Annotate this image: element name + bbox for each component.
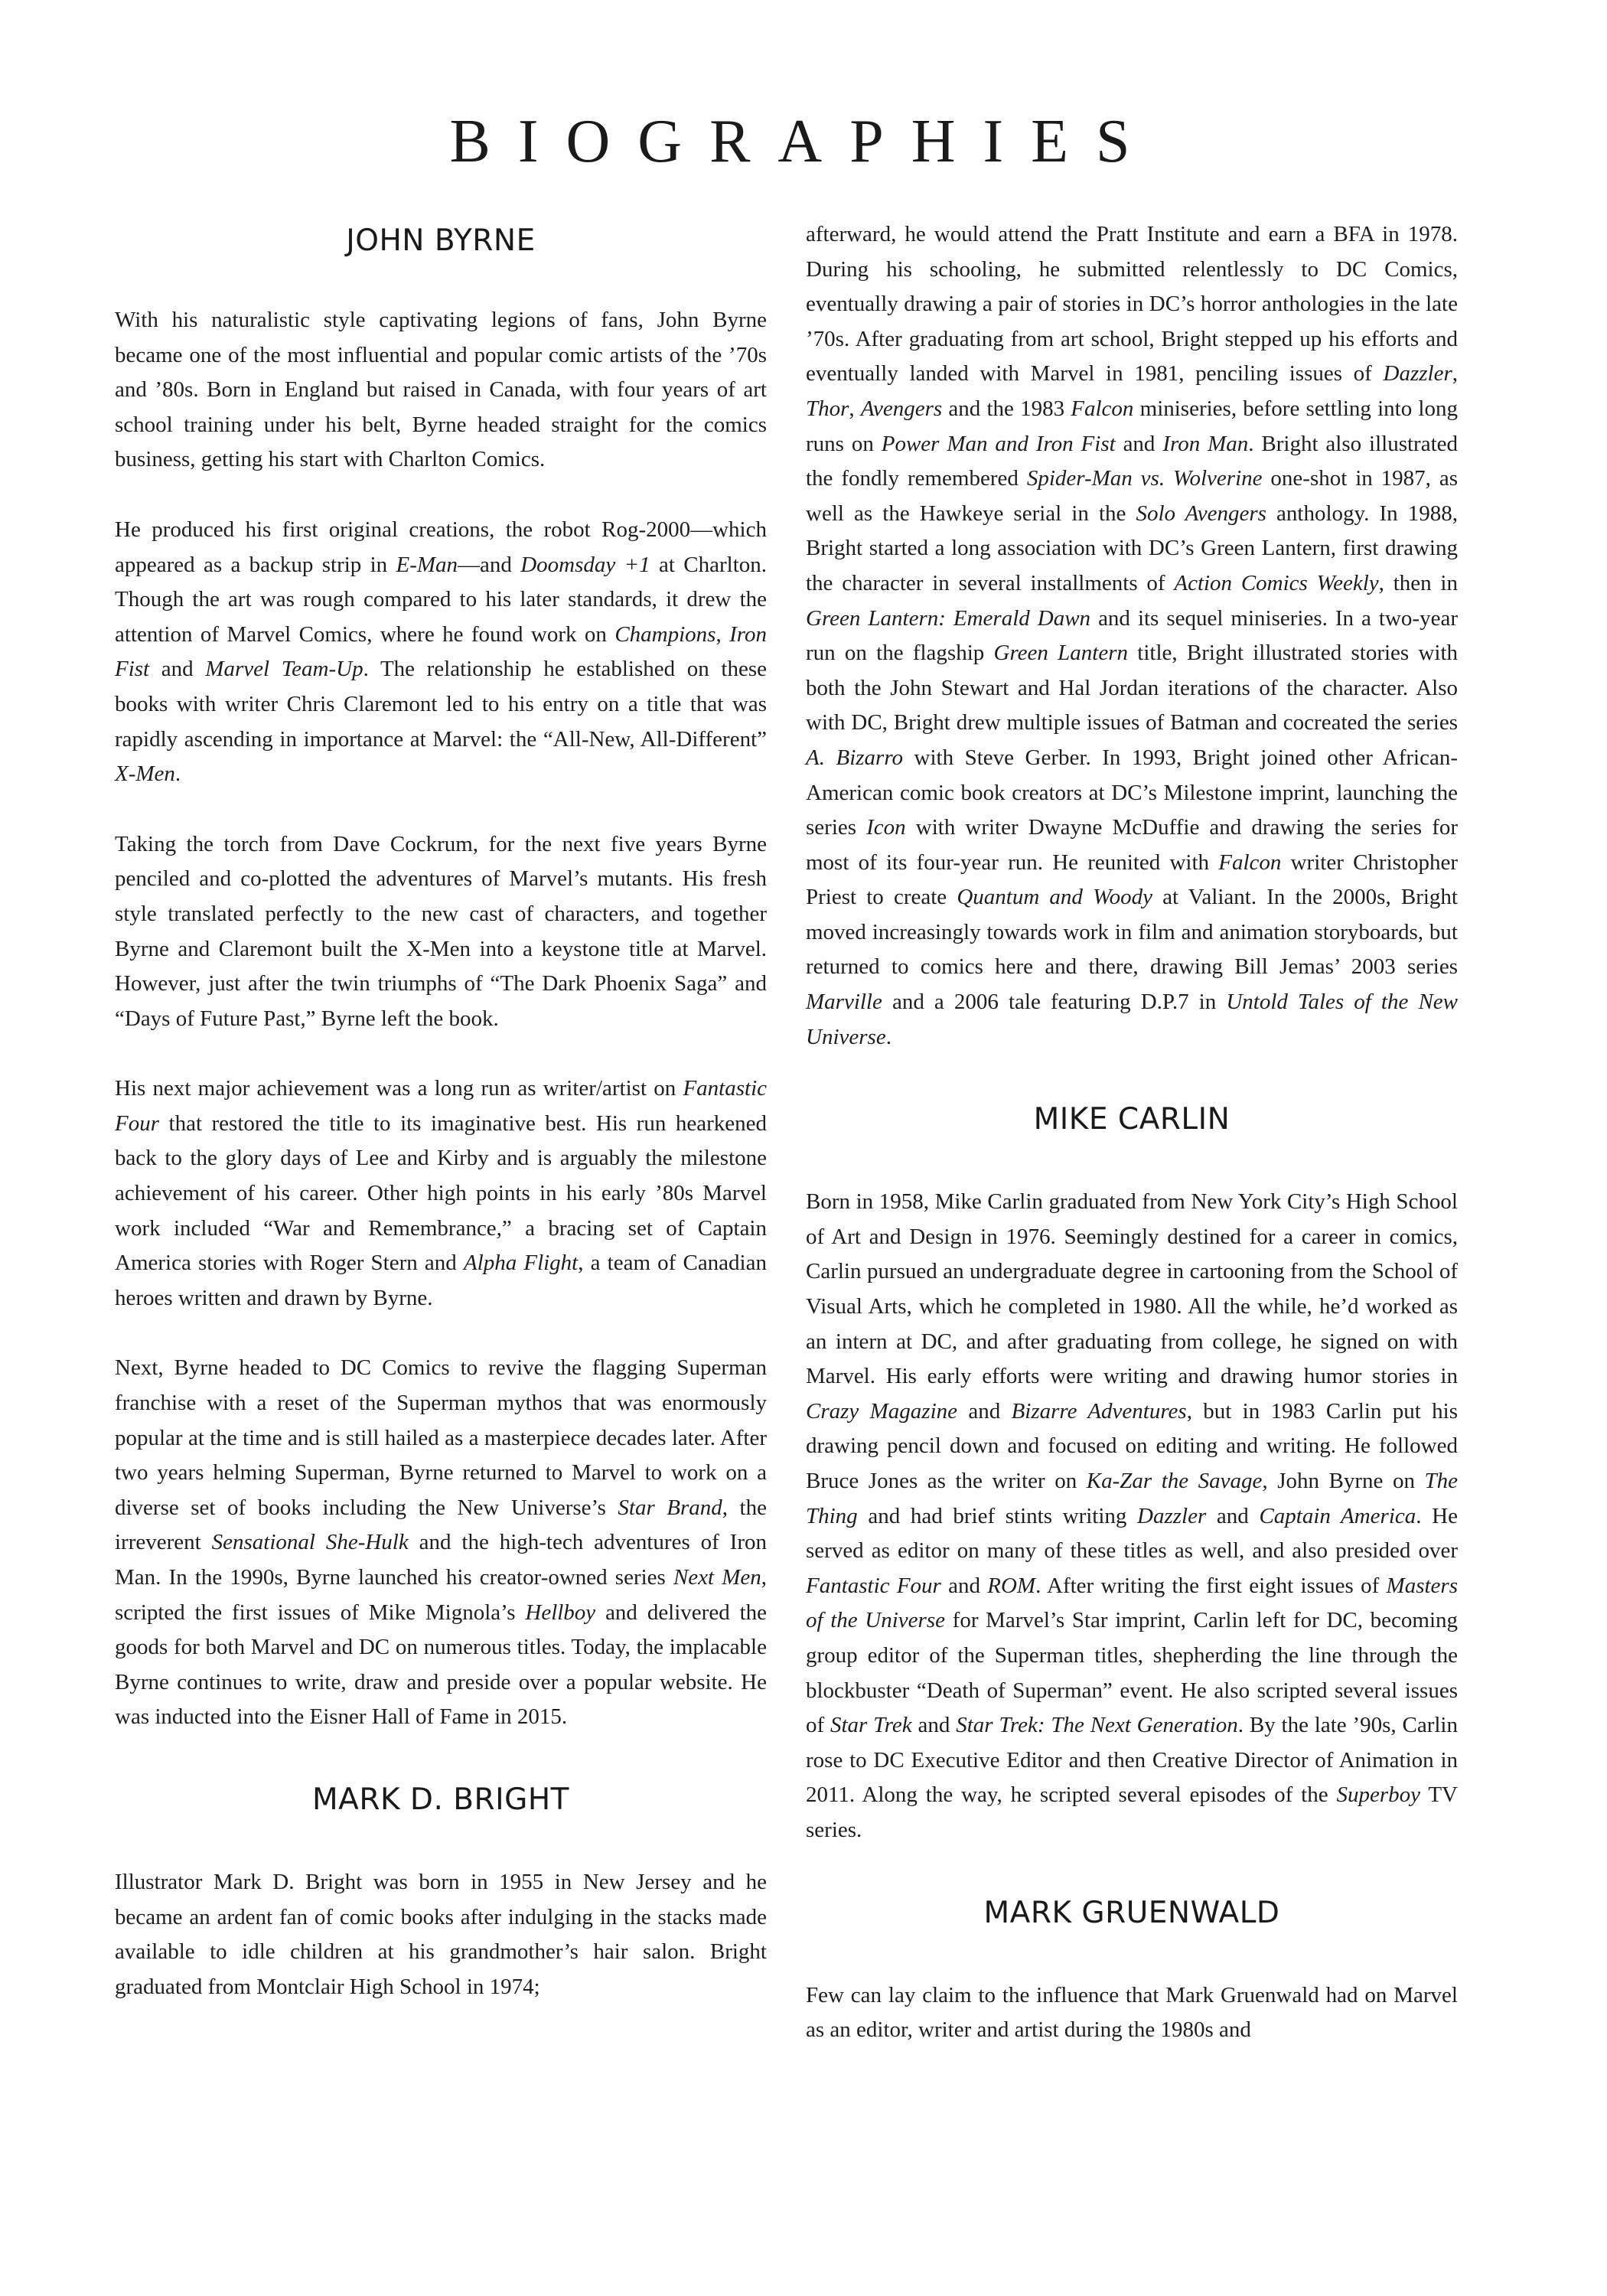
byrne-paragraph-4: His next major achievement was a long run as writer/artist on Fantastic Four that restored the title to its imaginative best. His run hearkened back to the glory days of Lee and Kirby and is arguably the milestone achievement of his career. Other high points in his early ’80s Marvel work included “War and Remembrance,” a bracing set of Captain America stories with Roger Stern and Alpha Flight, a team of Canadian heroes written and drawn by Byrne. — [115, 1076, 767, 1310]
page-title: BIOGRAPHIES — [449, 108, 1158, 175]
byrne-paragraph-1: With his naturalistic style captivating legions of fans, John Byrne became one of the most influential and popular comic artists of the ’70s and ’80s. Born in England but raised in Canada, with four years of art school training under his belt, Byrne headed straight for the comics business, getting his start with Charlton Comics. — [115, 308, 767, 472]
bright-paragraph-1: Illustrator Mark D. Bright was born in 1955 in New Jersey and he became an ardent fan of comic books after indulging in the stacks made available to idle children at his grandmother’s hair salon. Bright graduated from Montclair High School in 1974; — [115, 1869, 767, 1999]
right-column — [806, 222, 1458, 2083]
byrne-heading: JOHN BYRNE — [346, 223, 536, 258]
bright-heading: MARK D. BRIGHT — [312, 1782, 569, 1817]
byrne-paragraph-2: He produced his first original creations, the robot Rog-2000—which appeared as a backup strip in E-Man—and Doomsday +1 at Charlton. Though the art was rough compared to his later standards, it drew the attention of Marvel Comics, where he found work on Champions, Iron Fist and Marvel Team-Up. The relationship he established on these books with writer Chris Claremont led to his entry on a title that was rapidly ascending in importance at Marvel: the “All-New, All-Different” X-Men. — [115, 517, 768, 787]
carlin-heading: MIKE CARLIN — [1033, 1102, 1231, 1137]
left-column — [115, 222, 767, 2040]
byrne-paragraph-5: Next, Byrne headed to DC Comics to revive the flagging Superman franchise with a reset of the Superman mythos that was enormously popular at the time and is still hailed as a masterpiece decades later. After two years helming Superman, Byrne returned to Marvel to work on a diverse set of books including the New Universe’s Star Brand, the irreverent Sensational She-Hulk and the high-tech adventures of Iron Man. In the 1990s, Byrne launched his creator-owned series Next Men, scripted the first issues of Mike Mignola’s Hellboy and delivered the goods for both Marvel and DC on numerous titles. Today, the implacable Byrne continues to write, draw and preside over a popular website. He was inducted into the Eisner Hall of Fame in 2015. — [115, 1355, 768, 1730]
gruenwald-paragraph-1: Few can lay claim to the influence that Mark Gruenwald had on Marvel as an editor, writer and artist during the 1980s and — [806, 1982, 1458, 2043]
byrne-paragraph-3: Taking the torch from Dave Cockrum, for the next five years Byrne penciled and co-plotted the adventures of Marvel’s mutants. His fresh style translated perfectly to the new cast of characters, and together Byrne and Claremont built the X-Men into a keystone title at Marvel. However, just after the twin triumphs of “The Dark Phoenix Saga” and “Days of Future Past,” Byrne left the book. — [115, 831, 767, 1031]
gruenwald-heading: MARK GRUENWALD — [983, 1895, 1280, 1930]
bright-paragraph-1-continued: afterward, he would attend the Pratt Institute and earn a BFA in 1978. During his schooling, he submitted relentlessly to DC Comics, eventually drawing a pair of stories in DC’s horror anthologies in the late ’70s. After graduating from art school, Bright stepped up his efforts and eventually landed with Marvel in 1981, penciling issues of Dazzler, Thor, Avengers and the 1983 Falcon miniseries, before settling into long runs on Power Man and Iron Fist and Iron Man. Bright also illustrated the fondly remembered Spider-Man vs. Wolverine one-shot in 1987, as well as the Hawkeye serial in the Solo Avengers anthology. In 1988, Bright started a long association with DC’s Green Lantern, first drawing the character in several installments of Action Comics Weekly, then in Green Lantern: Emerald Dawn and its sequel miniseries. In a two-year run on the flagship Green Lantern title, Bright illustrated stories with both the John Stewart and Hal Jordan iterations of the character. Also with DC, Bright drew multiple issues of Batman and cocreated the series A. Bizarro with Steve Gerber. In 1993, Bright joined other African-American comic book creators at DC’s Milestone imprint, launching the series Icon with writer Dwayne McDuffie and drawing the series for most of its four-year run. He reunited with Falcon writer Christopher Priest to create Quantum and Woody at Valiant. In the 2000s, Bright moved increasingly towards work in film and animation storyboards, but returned to comics here and there, drawing Bill Jemas’ 2003 series Marville and a 2006 tale featuring D.P.7 in Untold Tales of the New Universe. — [806, 222, 1459, 1049]
carlin-paragraph-1: Born in 1958, Mike Carlin graduated from New York City’s High School of Art and Design in 1976. Seemingly destined for a career in comics, Carlin pursued an undergraduate degree in cartooning from the School of Visual Arts, which he completed in 1980. All the while, he’d worked as an intern at DC, and after graduating from college, he signed on with Marvel. His early efforts were writing and drawing humor stories in Crazy Magazine and Bizarre Adventures, but in 1983 Carlin put his drawing pencil down and focused on editing and writing. He followed Bruce Jones as the writer on Ka-Zar the Savage, John Byrne on The Thing and had brief stints writing Dazzler and Captain America. He served as editor on many of these titles as well, and also presided over Fantastic Four and ROM. After writing the first eight issues of Masters of the Universe for Marvel’s Star imprint, Carlin left for DC, becoming group editor of the Superman titles, shepherding the line through the blockbuster “Death of Superman” event. He also scripted several issues of Star Trek and Star Trek: The Next Generation. By the late ’90s, Carlin rose to DC Executive Editor and then Creative Director of Animation in 2011. Along the way, he scripted several episodes of the Superboy TV series. — [806, 1189, 1459, 1842]
